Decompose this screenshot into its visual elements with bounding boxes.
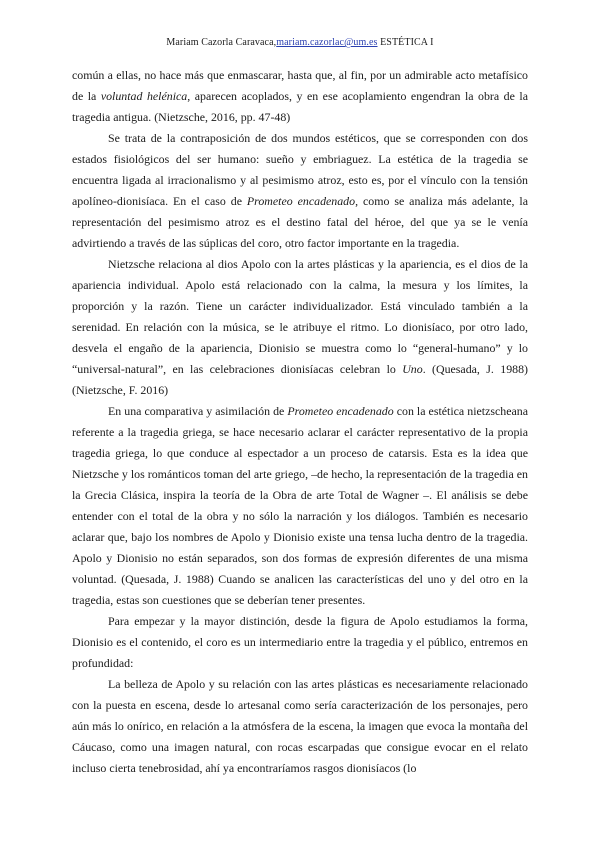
paragraph-3-italic: Uno [402,362,423,376]
paragraph-3-text-a: Nietzsche relaciona al dios Apolo con la artes plásticas y la apariencia, es el dios de la apariencia individual. Apolo está relacionado con la calma, la mesura y los límites, la proporción y la razón. Tiene un carácter individualizador. Está vinculado también a la serenidad. En relación con la música, se le atribuye el ritmo. Lo dionisíaco, por otro lado, desvela el engaño de la apariencia, Dionisio se muestra como lo “general-humano” y lo “universal-natural”, en las celebraciones dionisíacas celebran lo [72,257,528,376]
paragraph-1-italic: voluntad helénica [100,89,188,103]
paragraph-4-italic: Prometeo encadenado [287,404,394,418]
paragraph-3-text-b: . (Quesada, J. 1988) (Nietzsche, F. 2016) [72,362,528,397]
paragraph-5 [72,611,528,674]
paragraph-4 [72,401,528,611]
header-course: ESTÉTICA I [377,37,434,48]
header-email-link[interactable]: mariam.cazorlac@um.es [276,37,378,48]
page-header [0,37,600,49]
paragraph-1-text-b: , aparecen acoplados, y en ese acoplamiento engendran la obra de la tragedia antigua. (Nietzsche, 2016, pp. 47-48) [72,89,528,124]
paragraph-2-italic: Prometeo encadenado [246,194,356,208]
paragraph-2 [72,128,528,254]
paragraph-6-text: La belleza de Apolo y su relación con las artes plásticas es necesariamente relacionado con la puesta en escena, desde lo artesanal como sería caracterización de los personajes, pero aún más lo onírico, en relación a la atmósfera de la escena, la imagen que evoca la montaña del Cáucaso, como una imagen natural, con rocas escarpadas que consigue evocar en el relato incluso cierta tenebrosidad, ahí ya encontraríamos rasgos dionisíacos (lo [72,677,528,775]
header-author: Mariam Cazorla Caravaca, [166,37,277,48]
paragraph-1 [72,65,528,128]
paragraph-3 [72,254,528,401]
paragraph-2-text-a: Se trata de la contraposición de dos mundos estéticos, que se corresponden con dos estados fisiológicos del ser humano: sueño y embriaguez. La estética de la tragedia se encuentra ligada al irracionalismo y al pesimismo atroz, esto es, por el vínculo con la tensión apolíneo-dionisíaca. En el caso de [72,131,528,208]
paragraph-1-text-a: común a ellas, no hace más que enmascarar, hasta que, al fin, por un admirable acto metafísico de la [72,68,528,103]
paragraph-6 [72,674,528,779]
paragraph-5-text: Para empezar y la mayor distinción, desde la figura de Apolo estudiamos la forma, Dionisio es el contenido, el coro es un intermediario entre la tragedia y el público, entremos en profundidad: [72,614,528,670]
paragraph-2-text-b: , como se analiza más adelante, la representación del pesimismo atroz es el destino fatal del héroe, del que ya se le venía advirtiendo a través de las súplicas del coro, otro factor importante en la tragedia. [72,194,528,250]
document-body [72,65,528,779]
paragraph-4-text-a: En una comparativa y asimilación de [108,404,288,418]
paragraph-4-text-b: con la estética nietzscheana referente a la tragedia griega, se hace necesario aclarar el carácter representativo de la propia tragedia griega, lo que conduce al espectador a un proceso de catarsis. Esta es la idea que Nietzsche y los románticos toman del arte griego, –de hecho, la representación de la tragedia en la Grecia Clásica, inspira la teoría de la Obra de arte Total de Wagner –. El análisis se debe entender con el total de la obra y no sólo la narración y los diálogos. También es necesario aclarar que, bajo los nombres de Apolo y Dionisio existe una tensa lucha dentro de la tragedia. Apolo y Dionisio no están separados, son dos formas de expresión diferentes de una misma voluntad. (Quesada, J. 1988) Cuando se analicen las características del uno y del otro en la tragedia, estas son cuestiones que se deberían tener presentes. [72,404,528,607]
